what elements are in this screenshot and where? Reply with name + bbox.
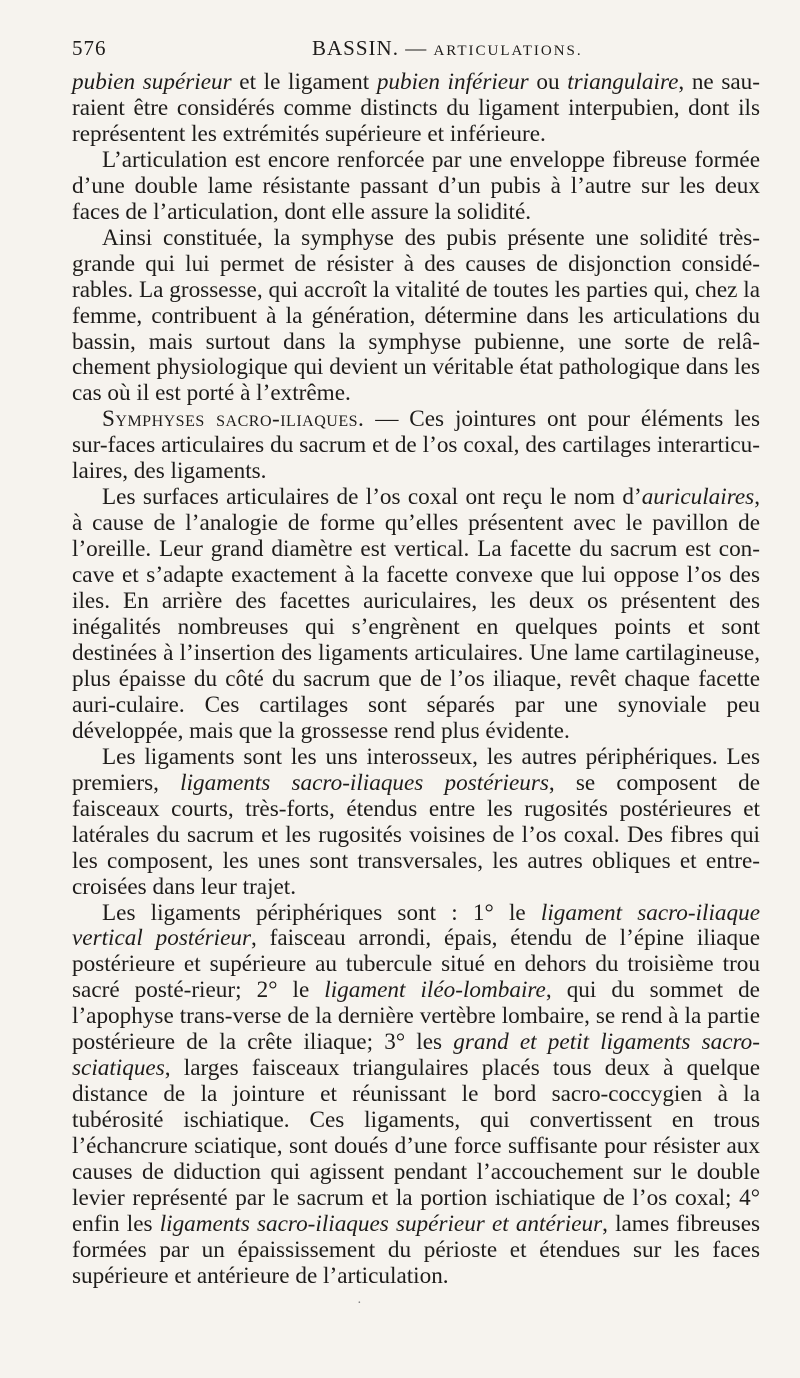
italic-term: pubien inférieur [376,69,529,95]
text-run: ou [528,69,568,95]
text-run: Les surfaces articulaires de l’os coxal ont reçu le nom d’ [102,484,642,511]
paragraph-continuation [72,70,760,148]
text-run: , se composent de faisceaux courts, très-forts, étendus entre les rugosités postérieures et latérales du sacrum et les rugosités voisines de l’os coxal. Des fibres qui les composent, les unes sont transversales, les autres obliques et entre-croisées dans leur trajet. [72,769,760,900]
italic-term: grand et petit ligaments sacro-sciatiques [72,1029,760,1082]
text-run: Les ligaments sont les uns interosseux, les autres périphériques. Les premiers, [72,743,760,796]
italic-term: triangulaire [567,69,679,95]
page-mark: · [357,1296,362,1311]
section-subtitle: ARTICULATIONS. [433,43,583,59]
text-run: , à cause de l’analogie de forme qu’elles présentent avec le pavillon de l’oreille. Leur grand diamètre est vertical. La facette du sacrum est con-cave et s’adapte exactement à la facette convexe que lui oppose l’os des iles. En arrière des facettes auriculaires, les deux os présentent des inégalités nombreuses qui s’engrènent en quelques points et sont destinées à l’insertion des ligaments articulaires. Une lame cartilagineuse, plus épaisse du côté du sacrum que de l’os iliaque, revêt chaque facette auri-culaire. Ces cartilages sont séparés par une synoviale peu développée, mais que la grossesse rend plus évidente. [72,484,760,744]
text-run: — Ces jointures ont pour éléments les sur-faces articulaires du sacrum et de l’os coxal, des cartilages interarticu-laires, des ligaments. [72,406,760,485]
paragraph-fibrous-envelope: L’articulation est encore renforcée par une enveloppe fibreuse formée d’une double lame résistante passant d’un pubis à l’autre sur les deux faces de l’articulation, dont elle assure la solidité. [72,146,760,225]
italic-term: ligaments sacro-iliaques postérieurs [180,769,549,796]
body-text [72,70,760,1290]
paragraph-interosseous-ligaments [72,745,760,901]
italic-term: pubien supérieur [72,69,232,95]
italic-term: ligament iléo-lombaire [324,977,546,1004]
text-run: et le ligament [231,69,377,95]
italic-term: ligament sacro-iliaque vertical postérieur [72,899,760,952]
italic-term: auriculaires [641,484,755,511]
chapter-title: BASSIN. [312,36,399,60]
section-heading: Symphyses sacro-iliaques. [102,406,365,433]
paragraph-sacroiliac-intro [72,407,760,485]
text-run: , lames fibreuses formées par un épaississement du périoste et étendues sur les faces supérieure et antérieure de l’articulation. [72,1210,761,1289]
text-run: , faisceau arrondi, épais, étendu de l’épine iliaque postérieure et supérieure au tubercule situé en dehors du troisième trou sacré posté-rieur; 2° le [72,925,760,1004]
paragraph-symphysis-solidity: Ainsi constituée, la symphyse des pubis présente une solidité très-grande qui lui permet de résister à des causes de disjonction considé-rables. La grossesse, qui accroît la vitalité de toutes les parties qui, chez la femme, contribuent à la génération, détermine dans les articulations du bassin, mais surtout dans la symphyse pubienne, une sorte de relâ-chement physiologique qui devient un véritable état pathologique dans les cas où il est porté à l’extrême. [72,224,760,407]
running-head [72,36,760,64]
text-run: Les ligaments périphériques sont : 1° le [102,899,541,926]
paragraph-peripheral-ligaments [72,901,760,1290]
page-number: 576 [72,36,107,60]
text-run: , ne sau-raient être considérés comme distincts du ligament interpubien, dont ils représentent les extrémités supérieure et inférieure. [72,69,760,147]
italic-term: ligaments sacro-iliaques supérieur et antérieur [159,1210,603,1237]
running-title [312,36,583,61]
paragraph-articular-surfaces [72,485,760,745]
title-separator: — [398,36,434,60]
text-run: , larges faisceaux triangulaires placés tous deux à quelque distance de la jointure et réunissant le bord sacro-coccygien à la tubérosité ischiatique. Ces ligaments, qui convertissent en trous l’échancrure sciatique, sont doués d’une force suffisante pour résister aux causes de diduction qui agissent pendant l’accouchement sur le double levier représenté par le sacrum et la portion ischiatique de l’os coxal; 4° enfin les [72,1055,760,1237]
text-run: , qui du sommet de l’apophyse trans-verse de la dernière vertèbre lombaire, se rend à la partie postérieure de la crête iliaque; 3° les [72,977,760,1056]
